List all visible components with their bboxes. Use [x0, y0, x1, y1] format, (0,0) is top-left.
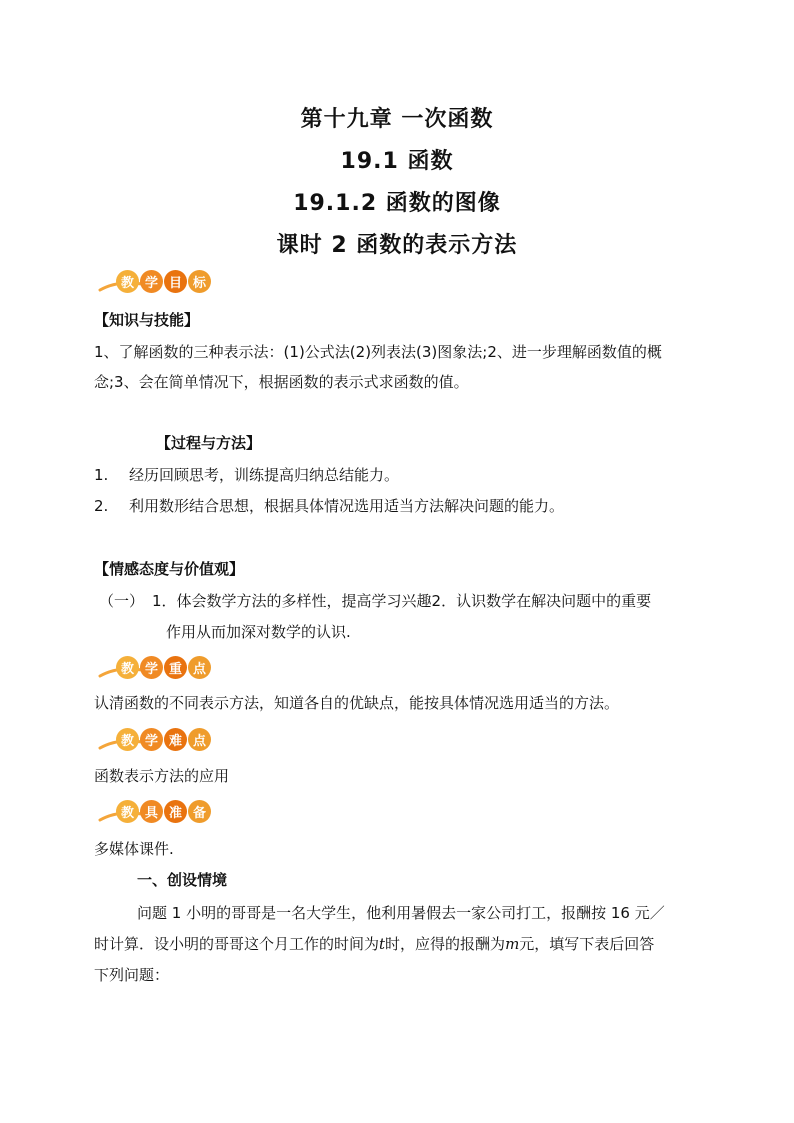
badge-objectives [100, 266, 211, 296]
badge-char: 教 [116, 728, 139, 751]
badge-char: 备 [188, 800, 211, 823]
key-points-text: 认清函数的不同表示方法，知道各自的优缺点，能按具体情况选用适当的方法。 [94, 694, 620, 712]
process-heading: 【过程与方法】 [156, 434, 262, 452]
process-item1-text: 经历回顾思考，训练提高归纳总结能力。 [129, 466, 400, 484]
badge-char: 学 [140, 270, 163, 293]
title-lesson: 课时 2 函数的表示方法 [276, 233, 518, 258]
scenario-line3: 下列问题： [94, 966, 170, 984]
badge-char: 教 [116, 656, 139, 679]
emotion-prefix: （一） [99, 592, 145, 610]
variable-m: m [505, 935, 520, 953]
difficulties-text: 函数表示方法的应用 [94, 767, 230, 785]
knowledge-line1: 1、了解函数的三种表示法：(1)公式法(2)列表法(3)图象法;2、进一步理解函数值的概 [94, 343, 662, 361]
scenario-line2-c: 元，填写下表后回答 [519, 935, 655, 953]
scenario-line2-a: 时计算．设小明的哥哥这个月工作的时间为 [94, 935, 380, 953]
title-section: 19.1 函数 [340, 149, 454, 174]
knowledge-line2: 念;3、会在简单情况下，根据函数的表示式求函数的值。 [94, 373, 469, 391]
badge-char: 标 [188, 270, 211, 293]
scenario-heading: 一、创设情境 [137, 871, 228, 889]
title-chapter: 第十九章 一次函数 [300, 107, 494, 132]
badge-char: 教 [116, 800, 139, 823]
emotion-line2: 作用从而加深对数学的认识. [166, 623, 351, 641]
emotion-line1: 1．体会数学方法的多样性，提高学习兴趣2．认识数学在解决问题中的重要 [152, 592, 652, 610]
badge-char: 点 [188, 728, 211, 751]
variable-t: t [379, 935, 386, 953]
badge-char: 具 [140, 800, 163, 823]
process-item2-num: 2. [94, 497, 109, 515]
scenario-line2 [94, 934, 654, 954]
knowledge-heading: 【知识与技能】 [94, 311, 200, 329]
badge-char: 教 [116, 270, 139, 293]
badge-char: 难 [164, 728, 187, 751]
emotion-heading: 【情感态度与价值观】 [94, 560, 245, 578]
materials-text: 多媒体课件. [94, 840, 174, 858]
badge-key-points [100, 652, 211, 682]
title-subsection: 19.1.2 函数的图像 [293, 191, 501, 216]
process-item1-num: 1. [94, 466, 109, 484]
badge-char: 点 [188, 656, 211, 679]
badge-difficulties [100, 724, 211, 754]
process-item2-text: 利用数形结合思想，根据具体情况选用适当方法解决问题的能力。 [129, 497, 565, 515]
badge-char: 准 [164, 800, 187, 823]
badge-char: 目 [164, 270, 187, 293]
badge-char: 重 [164, 656, 187, 679]
badge-materials [100, 796, 211, 826]
scenario-line2-b: 时，应得的报酬为 [385, 935, 506, 953]
badge-char: 学 [140, 656, 163, 679]
badge-char: 学 [140, 728, 163, 751]
scenario-line1: 问题 1 小明的哥哥是一名大学生，他利用暑假去一家公司打工，报酬按 16 元／ [137, 904, 665, 922]
